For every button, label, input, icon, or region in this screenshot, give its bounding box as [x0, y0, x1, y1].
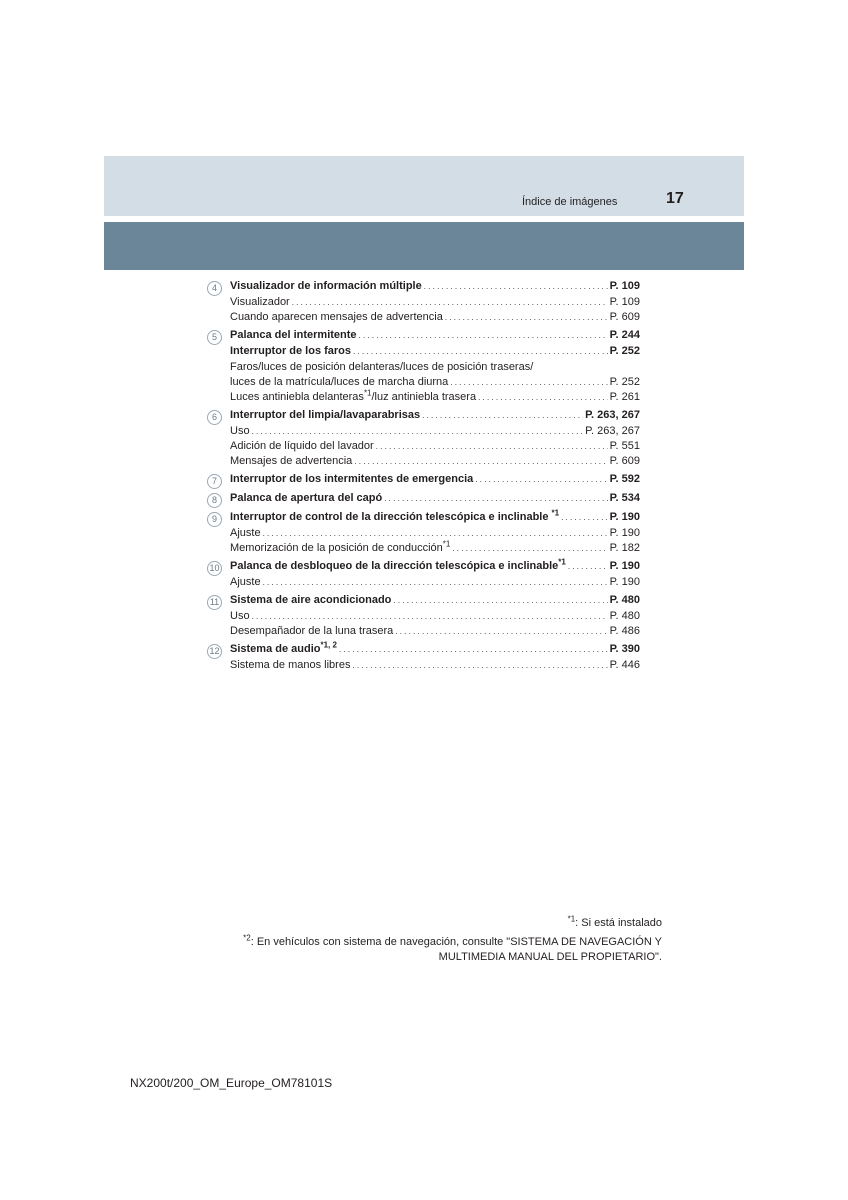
sub-entry-page: P. 609 [609, 311, 640, 323]
sub-entry-page: P. 609 [609, 455, 640, 467]
sub-entry-text: Sistema de manos libres [230, 659, 351, 671]
header-band-dark [104, 222, 744, 270]
entry-page: P. 252 [609, 345, 640, 357]
index-entry [206, 345, 640, 406]
footnote-mark: *2 [243, 933, 251, 943]
sub-entry-page: P. 261 [609, 391, 640, 403]
circled-number-icon: 11 [207, 595, 222, 610]
sub-entry[interactable] [230, 296, 640, 311]
entry-title: Visualizador de información múltiple [230, 280, 422, 292]
sub-entry-text: Uso [230, 610, 250, 622]
entry-title-line[interactable] [230, 492, 640, 508]
entry-page: P. 534 [609, 492, 640, 504]
entry-page: P. 109 [609, 280, 640, 292]
circled-number-icon: 9 [207, 512, 222, 527]
entry-title: Sistema de aire acondicionado [230, 594, 392, 606]
sub-entry-text: Mensajes de advertencia [230, 455, 353, 467]
index-entry [206, 557, 640, 591]
sub-entry-page: P. 551 [609, 440, 640, 452]
document-code: NX200t/200_OM_Europe_OM78101S [130, 1076, 333, 1090]
entry-title-line[interactable] [230, 345, 640, 361]
entry-page: P. 190 [609, 560, 640, 572]
footnote-mark: *1 [551, 508, 560, 518]
entry-page: P. 190 [609, 511, 640, 523]
entry-title: Interruptor de los faros [230, 345, 352, 357]
sub-entry[interactable]: Luces antiniebla delanteras$^{*1}$/luz antiniebla trasera . . . P. 261 [230, 391, 640, 406]
footnote-1: $^{*1}$: Si está instalado [567, 914, 662, 929]
sub-entry-text: Uso [230, 425, 250, 437]
sub-entry-page: P. 182 [609, 542, 640, 554]
sub-entry-text: Visualizador [230, 296, 290, 308]
sub-entry-page: P. 486 [609, 625, 640, 637]
sub-entry-page: P. 446 [609, 659, 640, 671]
sub-entry-page: P. 190 [609, 576, 640, 588]
sub-entry-page: P. 190 [609, 527, 640, 539]
sub-entry-continued: Faros/luces de posición delanteras/luces de posición traseras/ [230, 361, 534, 373]
entry-page: P. 263, 267 [585, 409, 640, 421]
circled-number-icon: 4 [207, 281, 222, 296]
entry-title-line[interactable] [230, 594, 640, 610]
sub-entry[interactable] [230, 625, 640, 640]
section-title: Índice de imágenes [522, 196, 618, 208]
footnote-mark: *1 [363, 388, 372, 398]
index-entry [206, 508, 640, 557]
sub-entry[interactable] [230, 425, 640, 440]
sub-entry[interactable] [230, 527, 640, 542]
index-entry [206, 640, 640, 674]
sub-entry-page: P. 109 [609, 296, 640, 308]
sub-entry[interactable] [230, 376, 640, 391]
header-band-light [104, 156, 744, 216]
entry-page: P. 244 [609, 329, 640, 341]
entry-title-line[interactable] [230, 473, 640, 489]
footnote-mark: *1 [567, 914, 576, 924]
index-entry [206, 492, 640, 508]
entry-title: Interruptor de control de la dirección telescópica e inclinable [230, 511, 549, 523]
page-number: 17 [666, 190, 684, 207]
entry-title: Palanca del intermitente [230, 329, 357, 341]
circled-number-icon: 8 [207, 493, 222, 508]
sub-entry[interactable] [230, 539, 640, 557]
footnote-mark: *1, 2 [320, 640, 337, 650]
sub-entry-text: Cuando aparecen mensajes de advertencia [230, 311, 443, 323]
circled-number-icon: 5 [207, 330, 222, 345]
sub-entry[interactable] [230, 440, 640, 455]
sub-entry-text: Ajuste [230, 527, 261, 539]
footnote-2: $^{*2}$: En vehículos con sistema de navegación, consulte "SISTEMA DE NAVEGACIÓN Y MULTIMEDIA MANUAL DEL PROPIETARIO". [243, 933, 662, 963]
entry-title-line[interactable] [230, 280, 640, 296]
sub-entry-page: P. 480 [609, 610, 640, 622]
circled-number-icon: 10 [207, 561, 222, 576]
entry-title: Palanca de apertura del capó [230, 492, 383, 504]
index-entry [206, 594, 640, 640]
sub-entry-text: Adición de líquido del lavador [230, 440, 374, 452]
entry-title-line[interactable] [230, 329, 640, 345]
entry-title: Sistema de audio [230, 643, 321, 655]
index-entry [206, 280, 640, 326]
sub-entry-text: Memorización de la posición de conducción [230, 542, 443, 554]
entry-title-line[interactable] [230, 508, 640, 527]
footnote-mark: *1 [558, 557, 566, 567]
entry-title: Interruptor de los intermitentes de emergencia [230, 473, 474, 485]
sub-entry-text: Luces antiniebla delanteras [230, 391, 364, 403]
entry-title: Interruptor del limpia/lavaparabrisas [230, 409, 421, 421]
entry-title-line[interactable] [230, 557, 640, 576]
index-entry [206, 329, 640, 345]
sub-entry[interactable] [230, 311, 640, 326]
index-entry [206, 473, 640, 489]
circled-number-icon: 7 [207, 474, 222, 489]
entry-page: P. 592 [609, 473, 640, 485]
entry-page: P. 480 [609, 594, 640, 606]
sub-entry-text: Ajuste [230, 576, 261, 588]
circled-number-icon: 6 [207, 410, 222, 425]
image-index-list [206, 280, 640, 677]
index-entry [206, 409, 640, 470]
footnotes [142, 916, 662, 965]
footnote-mark: *1 [442, 539, 451, 549]
sub-entry-text: luces de la matrícula/luces de marcha diurna [230, 376, 449, 388]
sub-entry-page: P. 252 [609, 376, 640, 388]
sub-entry[interactable] [230, 610, 640, 625]
entry-title-line[interactable] [230, 640, 640, 659]
sub-entry-text: Desempañador de la luna trasera [230, 625, 394, 637]
sub-entry[interactable] [230, 576, 640, 591]
entry-title-line[interactable] [230, 409, 640, 425]
circled-number-icon: 12 [207, 644, 222, 659]
sub-entry-page: P. 263, 267 [585, 425, 640, 437]
sub-entry[interactable] [230, 659, 640, 674]
sub-entry[interactable] [230, 455, 640, 470]
entry-page: P. 390 [609, 643, 640, 655]
entry-title: Palanca de desbloqueo de la dirección telescópica e inclinable [230, 560, 559, 572]
